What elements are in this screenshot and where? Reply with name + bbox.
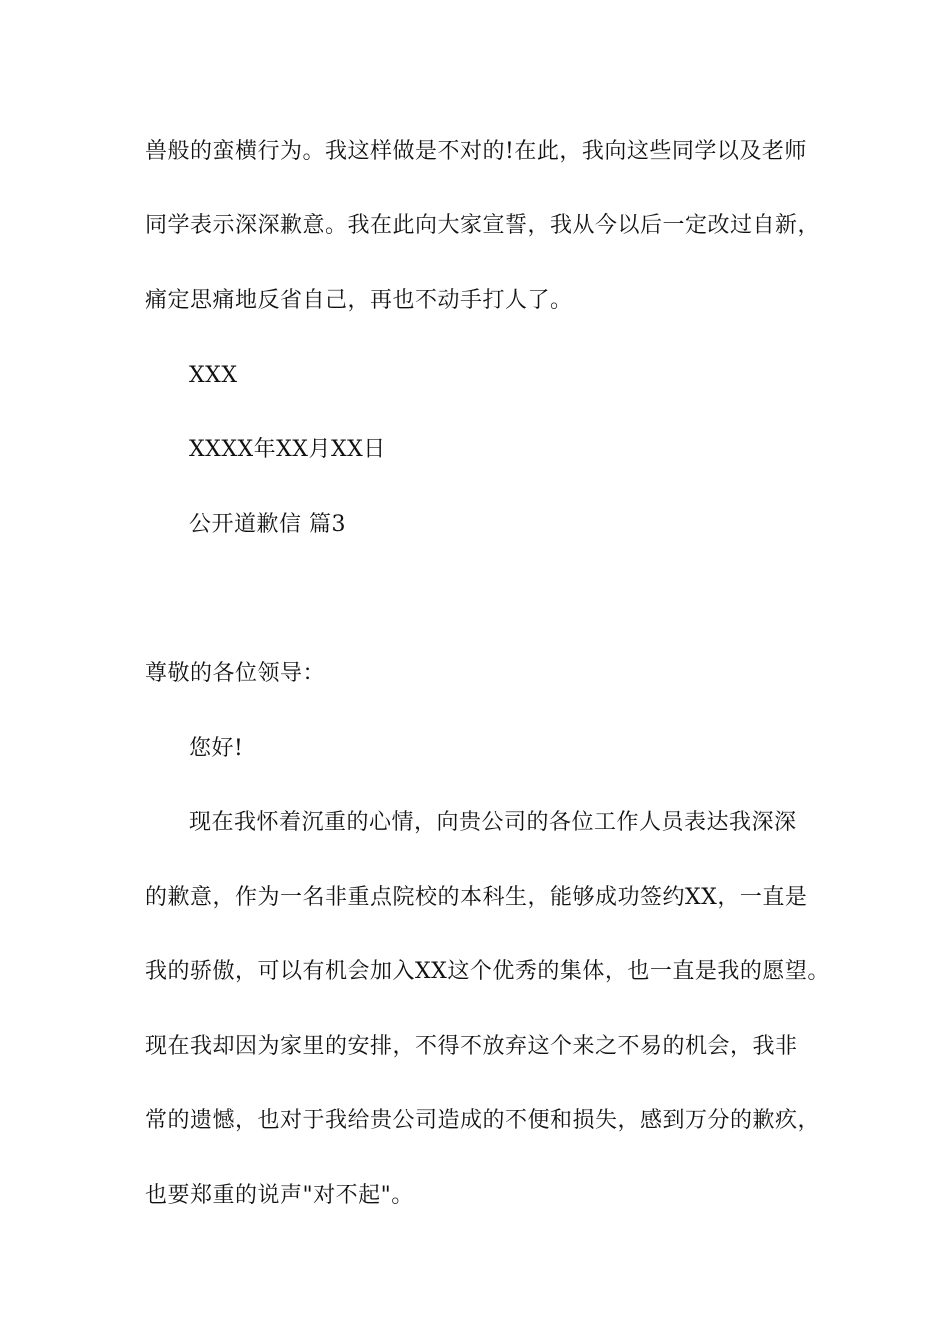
section-heading: 公开道歉信 篇3 bbox=[189, 512, 346, 537]
signature-date: XXXX年XX月XX日 bbox=[189, 437, 386, 462]
body-paragraph-line: 的歉意，作为一名非重点院校的本科生，能够成功签约XX，一直是 bbox=[145, 885, 808, 910]
body-paragraph-line: 现在我怀着沉重的心情，向贵公司的各位工作人员表达我深深 bbox=[189, 810, 797, 835]
body-paragraph-line: 也要郑重的说声"对不起"。 bbox=[145, 1183, 414, 1208]
body-paragraph-line: 我的骄傲，可以有机会加入XX这个优秀的集体，也一直是我的愿望。 bbox=[145, 959, 830, 984]
body-paragraph-line: 常的遗憾，也对于我给贵公司造成的不便和损失，感到万分的歉疚， bbox=[145, 1108, 821, 1133]
salutation: 尊敬的各位领导： bbox=[145, 661, 326, 686]
body-paragraph-line: 痛定思痛地反省自己，再也不动手打人了。 bbox=[145, 288, 573, 313]
body-paragraph-line: 兽般的蛮横行为。我这样做是不对的!在此，我向这些同学以及老师 bbox=[145, 139, 807, 164]
signature-name: XXX bbox=[189, 363, 238, 388]
body-paragraph-line: 同学表示深深歉意。我在此向大家宣誓，我从今以后一定改过自新， bbox=[145, 213, 821, 238]
greeting: 您好! bbox=[189, 736, 244, 761]
body-paragraph-line: 现在我却因为家里的安排，不得不放弃这个来之不易的机会，我非 bbox=[145, 1034, 798, 1059]
